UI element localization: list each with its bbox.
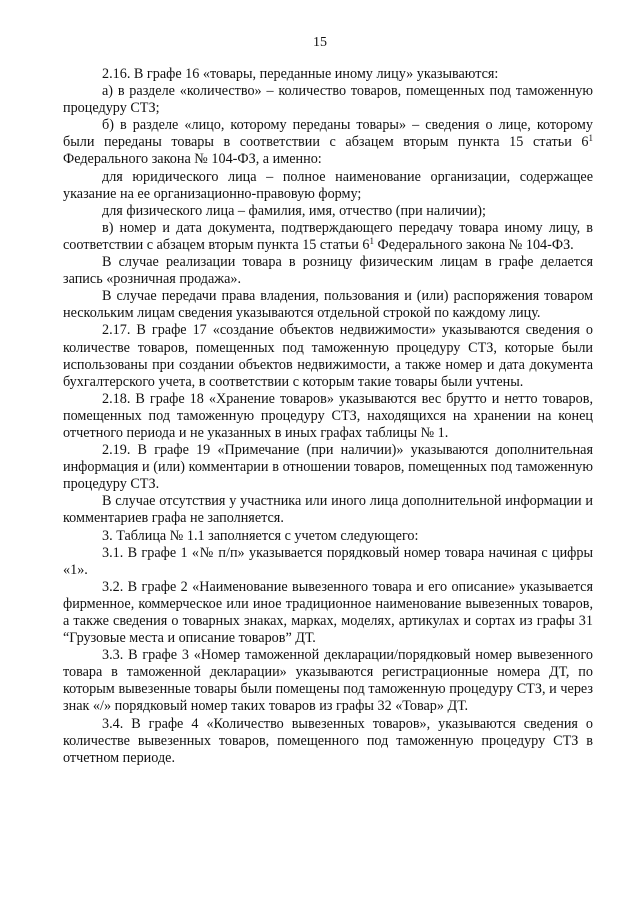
paragraph-retail: В случае реализации товара в розницу физическим лицам в графе делается запись «розничная продажа». xyxy=(63,254,593,288)
paragraph-2-16-v xyxy=(63,220,593,254)
document-body xyxy=(63,66,593,767)
paragraph-3-1: 3.1. В графе 1 «№ п/п» указывается порядковый номер товара начиная с цифры «1». xyxy=(63,544,593,578)
superscript: 1 xyxy=(369,235,374,246)
paragraph-natural-person: для физического лица – фамилия, имя, отчество (при наличии); xyxy=(102,202,486,219)
superscript: 1 xyxy=(588,133,593,144)
paragraph-3-3: 3.3. В графе 3 «Номер таможенной декларации/порядковый номер вывезенного товара в таможенной декларации» указываются регистрационные номера ДТ, по которым вывезенные товары были помещены под таможенную процедуру СТЗ, и через знак «/» порядковый номер таких товаров из графы 32 «Товар» ДТ. xyxy=(63,647,593,715)
paragraph-text: б) в разделе «лицо, которому переданы товары» – сведения о лице, которому были переданы товары в соответствии с абзацем вторым пункта 15 статьи 6 xyxy=(63,117,593,151)
paragraph-transfer: В случае передачи права владения, пользования и (или) распоряжения товаром нескольким лицам сведения указываются отдельной строкой по каждому лицу. xyxy=(63,288,593,322)
paragraph-3: 3. Таблица № 1.1 заполняется с учетом следующего: xyxy=(102,527,419,544)
paragraph-2-17: 2.17. В графе 17 «создание объектов недвижимости» указываются сведения о количестве товаров, помещенных под таможенную процедуру СТЗ, которые были использованы при создании объектов недвижимости, а также номер и дата документа бухгалтерского учета, в соответствии с которым такие товары были учтены. xyxy=(63,322,593,390)
paragraph-2-16: 2.16. В графе 16 «товары, переданные иному лицу» указываются: xyxy=(102,66,499,82)
paragraph-2-16-b xyxy=(63,117,593,168)
page-number: 15 xyxy=(313,35,327,50)
paragraph-text: Федерального закона № 104-ФЗ. xyxy=(373,236,574,253)
paragraph-3-2: 3.2. В графе 2 «Наименование вывезенного товара и его описание» указывается фирменное, коммерческое или иное традиционное наименование вывезенных товаров, а также сведения о товарных знаках, марках, моделях, артикулах и сортах из графы 31 “Грузовые места и описание товаров” ДТ. xyxy=(63,578,593,647)
paragraph-text: Федерального закона № 104-ФЗ, а именно: xyxy=(63,151,322,168)
paragraph-3-4: 3.4. В графе 4 «Количество вывезенных товаров», указываются сведения о количестве вывезенных товаров, помещенного под таможенную процедуру СТЗ в отчетном периоде. xyxy=(63,715,593,766)
paragraph-text: в) номер и дата документа, подтверждающего передачу товара иному лицу, в соответствии с абзацем вторым пункта 15 статьи 6 xyxy=(63,219,593,253)
paragraph-2-16-a: а) в разделе «количество» – количество товаров, помещенных под таможенную процедуру СТЗ; xyxy=(63,83,593,117)
paragraph-legal-entity: для юридического лица – полное наименование организации, содержащее указание на ее организационно-правовую форму; xyxy=(63,168,593,202)
paragraph-no-info: В случае отсутствия у участника или иного лица дополнительной информации и комментариев графа не заполняется. xyxy=(63,493,593,527)
paragraph-2-18: 2.18. В графе 18 «Хранение товаров» указываются вес брутто и нетто товаров, помещенных под таможенную процедуру СТЗ, находящихся на хранении на конец отчетного периода и не указанных в иных графах таблицы № 1. xyxy=(63,390,593,441)
paragraph-2-19: 2.19. В графе 19 «Примечание (при наличии)» указываются дополнительная информация и (или) комментарии в отношении товаров, помещенных под таможенную процедуру СТЗ. xyxy=(63,442,593,493)
